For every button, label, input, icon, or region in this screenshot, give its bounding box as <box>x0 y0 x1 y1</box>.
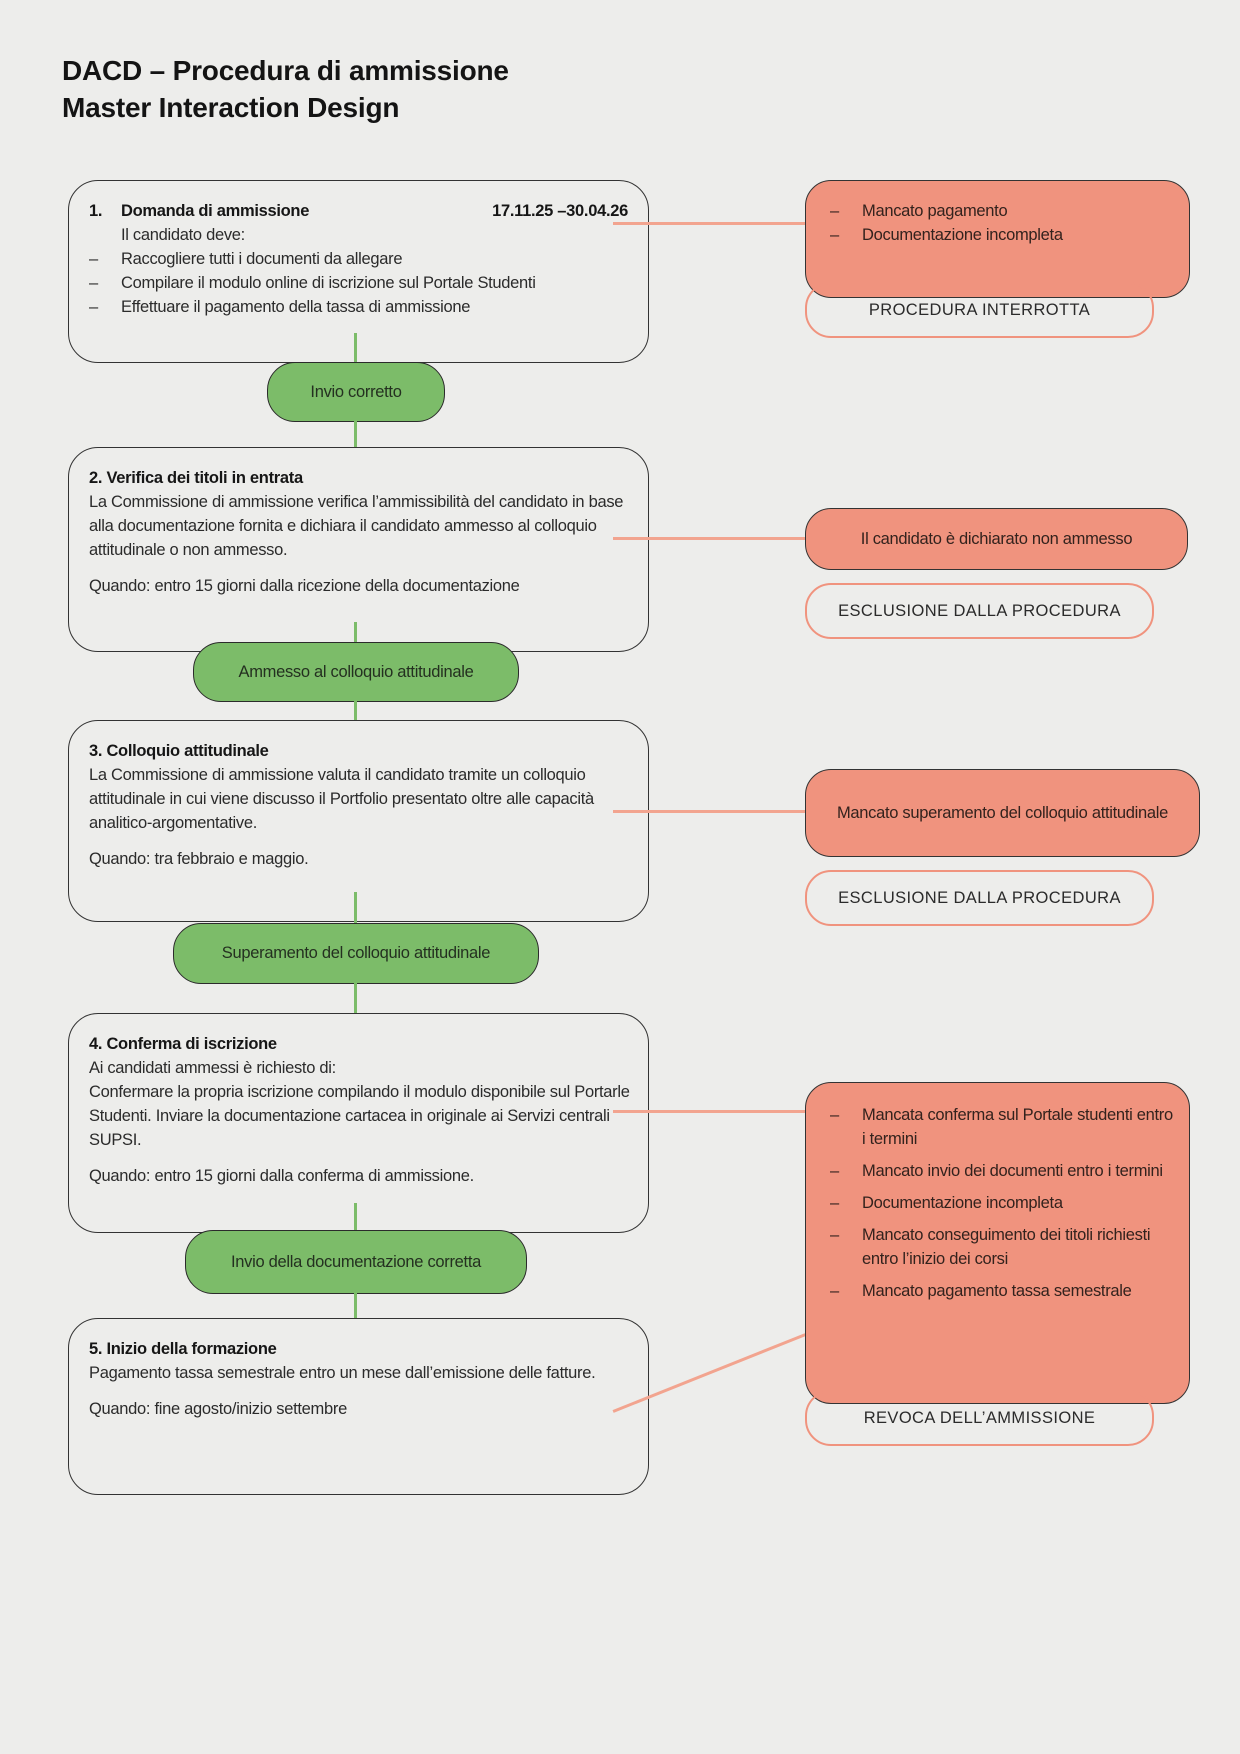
salmon-connector <box>613 222 805 225</box>
step-title: 3. Colloquio attitudinale <box>89 742 269 760</box>
green-connector <box>354 892 357 923</box>
green-connector <box>354 622 357 642</box>
outcome-box-1 <box>805 282 1154 338</box>
list-item: – Mancata conferma sul Portale studenti entro i termini <box>830 1103 1175 1151</box>
transition-pill-4 <box>185 1230 527 1294</box>
outcome-box-2 <box>805 583 1154 639</box>
dash-bullet: – <box>830 1226 839 1244</box>
failure-box-3 <box>805 769 1200 857</box>
quando-text: Quando: fine agosto/inizio settembre <box>89 1400 347 1418</box>
transition-pill-3 <box>173 923 539 984</box>
page-title-line-1: DACD – Procedura di ammissione <box>62 55 509 86</box>
list-item: – Mancato conseguimento dei titoli richiesti entro l’inizio dei corsi <box>830 1223 1175 1271</box>
list-item: – Mancato invio dei documenti entro i termini <box>830 1159 1175 1183</box>
step-title: 4. Conferma di iscrizione <box>89 1035 277 1053</box>
green-connector <box>354 333 357 362</box>
salmon-connector <box>613 537 805 540</box>
green-connector <box>354 420 357 447</box>
quando-text: Quando: entro 15 giorni dalla ricezione della documentazione <box>89 577 520 595</box>
dash-bullet: – <box>830 1162 839 1180</box>
list-item: – Effettuare il pagamento della tassa di ammissione <box>89 295 634 319</box>
step-body: La Commissione di ammissione verifica l’ammissibilità del candidato in base alla documentazione fornita e dichiara il candidato ammesso al colloquio attitudinale o non ammesso. <box>89 493 624 559</box>
list-item: – Compilare il modulo online di iscrizione sul Portale Studenti <box>89 271 634 295</box>
transition-label: Invio corretto <box>310 382 402 401</box>
step-body: La Commissione di ammissione valuta il candidato tramite un colloquio attitudinale in cui viene discusso il Portfolio presentato oltre alle capacità analitico-argomentative. <box>89 766 594 832</box>
quando-text: Quando: entro 15 giorni dalla conferma di ammissione. <box>89 1167 474 1185</box>
dash-bullet: – <box>830 202 839 220</box>
dash-bullet: – <box>89 298 98 316</box>
failure-text: Il candidato è dichiarato non ammesso <box>860 530 1133 548</box>
transition-label: Ammesso al colloquio attitudinale <box>238 662 474 681</box>
transition-label: Invio della documentazione corretta <box>231 1252 481 1271</box>
step-3-box <box>68 720 649 922</box>
outcome-box-4 <box>805 1390 1154 1446</box>
green-connector <box>354 1203 357 1230</box>
step-title: 2. Verifica dei titoli in entrata <box>89 469 303 487</box>
dash-bullet: – <box>830 1194 839 1212</box>
dash-bullet: – <box>830 226 839 244</box>
dash-bullet: – <box>89 274 98 292</box>
salmon-connector <box>613 1110 805 1113</box>
salmon-connector <box>613 810 805 813</box>
list-item: – Raccogliere tutti i documenti da allegare <box>89 247 634 271</box>
step-intro: Ai candidati ammessi è richiesto di: <box>89 1059 336 1077</box>
dash-bullet: – <box>830 1282 839 1300</box>
list-item: – Documentazione incompleta <box>830 223 1175 247</box>
dash-bullet: – <box>830 1106 839 1124</box>
step-body: Confermare la propria iscrizione compilando il modulo disponibile sul Portarle Studenti. Inviare la documentazione cartacea in originale ai Servizi centrali SUPSI. <box>89 1083 630 1149</box>
transition-label: Superamento del colloquio attitudinale <box>221 944 491 962</box>
outcome-label: ESCLUSIONE DALLA PROCEDURA <box>838 601 1121 620</box>
failure-text: Mancato superamento del colloquio attitudinale <box>836 804 1169 822</box>
list-item: – Documentazione incompleta <box>830 1191 1175 1215</box>
step-5-box <box>68 1318 649 1495</box>
list-item: – Mancato pagamento <box>830 199 1175 223</box>
outcome-box-3 <box>805 870 1154 926</box>
green-connector <box>354 982 357 1013</box>
list-item: – Mancato pagamento tassa semestrale <box>830 1279 1175 1303</box>
step-1-date-range: 17.11.25 –30.04.26 <box>492 202 628 220</box>
step-intro: Il candidato deve: <box>121 226 245 244</box>
outcome-label: REVOCA DELL’AMMISSIONE <box>863 1408 1096 1427</box>
step-title: 5. Inizio della formazione <box>89 1340 277 1358</box>
dash-bullet: – <box>89 250 98 268</box>
quando-text: Quando: tra febbraio e maggio. <box>89 850 309 868</box>
page-title-line-2: Master Interaction Design <box>62 92 400 123</box>
green-connector <box>354 700 357 720</box>
outcome-label: ESCLUSIONE DALLA PROCEDURA <box>838 888 1121 907</box>
step-4-box <box>68 1013 649 1233</box>
outcome-label: PROCEDURA INTERROTTA <box>868 300 1091 319</box>
green-connector <box>354 1292 357 1318</box>
step-body: Pagamento tassa semestrale entro un mese dall’emissione delle fatture. <box>89 1364 596 1382</box>
transition-pill-1 <box>267 362 445 422</box>
step-1-box <box>68 180 649 363</box>
step-title: Domanda di ammissione <box>121 202 310 220</box>
step-2-box <box>68 447 649 652</box>
failure-box-2 <box>805 508 1188 570</box>
step-number: 1. <box>89 202 103 220</box>
page-title <box>62 52 509 126</box>
transition-pill-2 <box>193 642 519 702</box>
step-1-heading <box>89 199 634 223</box>
failure-box-1 <box>805 180 1190 298</box>
failure-box-4 <box>805 1082 1190 1404</box>
